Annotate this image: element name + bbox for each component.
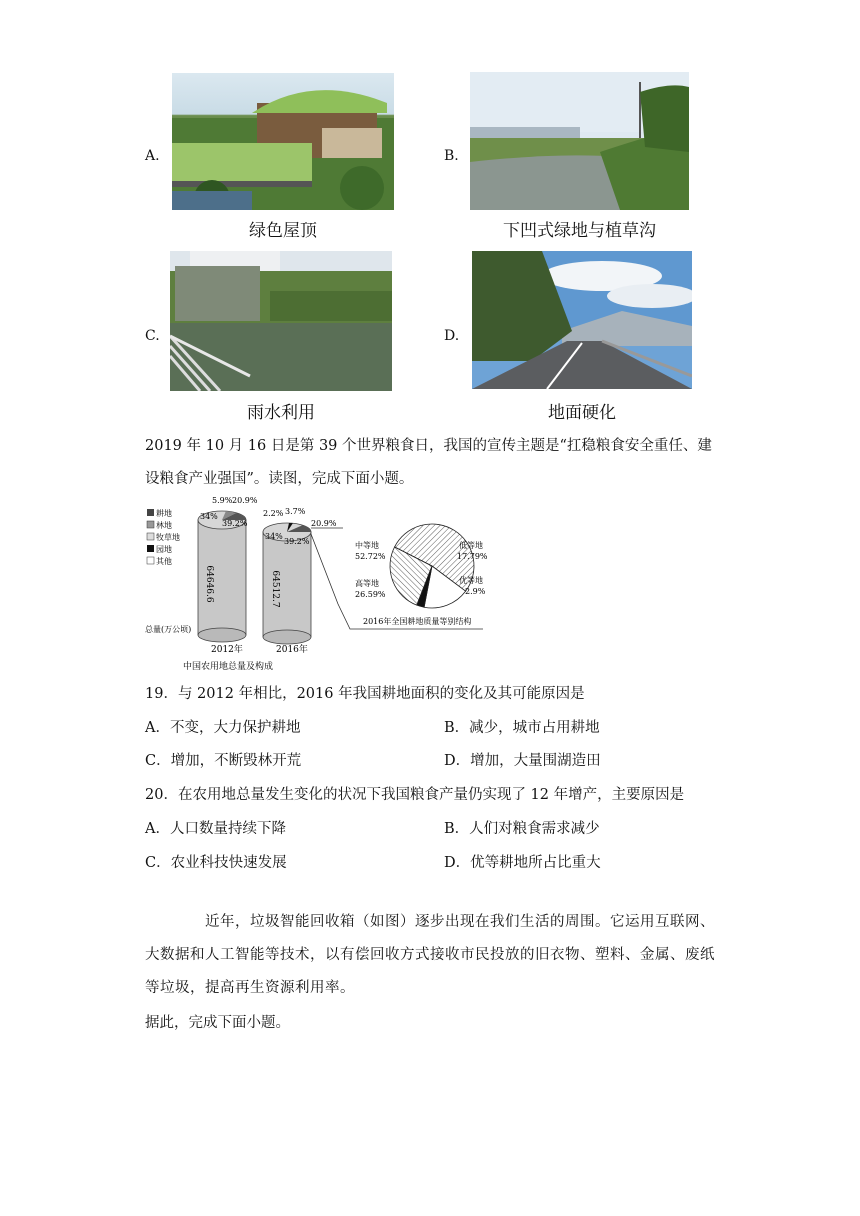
pie-label-medium-value: 52.72% bbox=[355, 552, 386, 561]
legend-swatch-forest bbox=[147, 521, 154, 528]
green-roof-photo bbox=[172, 73, 394, 210]
legend-swatch-other bbox=[147, 557, 154, 564]
figure-legend bbox=[147, 508, 180, 566]
legend-forest: 林地 bbox=[156, 521, 172, 530]
pie-label-high-value: 26.59% bbox=[355, 590, 386, 599]
pie-label-low-name: 低等地 bbox=[459, 541, 483, 550]
pie-label-medium-name: 中等地 bbox=[355, 541, 379, 550]
label-2016-orchard: 2.2% bbox=[263, 509, 284, 518]
q19-option-c[interactable]: C．增加，不断毁林开荒 bbox=[145, 753, 302, 769]
q20-option-b[interactable]: B．人们对粮食需求减少 bbox=[444, 821, 600, 837]
paved-road-photo bbox=[472, 251, 692, 389]
passage-line-1: 近年，垃圾智能回收箱（如图）逐步出现在我们生活的周围。它运用互联网、 bbox=[205, 914, 715, 930]
legend-orchard: 园地 bbox=[156, 545, 172, 554]
question-20-stem: 20．在农用地总量发生变化的状况下我国粮食产量仍实现了 12 年增产，主要原因是 bbox=[145, 787, 685, 803]
intro-line-2: 设粮食产业强国”。读图，完成下面小题。 bbox=[145, 471, 414, 487]
option-d-letter: D. bbox=[444, 328, 460, 344]
label-2016-grass: 34% bbox=[265, 532, 283, 541]
value-2012: 64646.6 bbox=[204, 565, 214, 603]
agricultural-land-figure bbox=[143, 494, 488, 674]
question-19-stem: 19．与 2012 年相比，2016 年我国耕地面积的变化及其可能原因是 bbox=[145, 686, 585, 702]
option-c-letter: C. bbox=[145, 328, 160, 344]
option-a-letter: A. bbox=[145, 148, 160, 164]
q19-option-a[interactable]: A．不变，大力保护耕地 bbox=[145, 720, 301, 736]
label-2016-cropland: 20.9% bbox=[311, 519, 337, 528]
intro-line-1: 2019 年 10 月 16 日是第 39 个世界粮食日，我国的宣传主题是“扛稳粮食安全重任、建 bbox=[145, 438, 712, 454]
q20-option-d[interactable]: D．优等耕地所占比重大 bbox=[444, 855, 601, 871]
label-2016-forest: 39.2% bbox=[284, 537, 310, 546]
option-c-caption: 雨水利用 bbox=[247, 403, 315, 423]
legend-swatch-grassland bbox=[147, 533, 154, 540]
legend-other: 其他 bbox=[156, 557, 172, 566]
option-d-caption: 地面硬化 bbox=[548, 403, 616, 423]
rainwater-pond-photo bbox=[170, 251, 392, 391]
pie-title: 2016年全国耕地质量等别结构 bbox=[363, 617, 472, 626]
category-2012: 2012年 bbox=[211, 645, 243, 655]
option-a-caption: 绿色屋顶 bbox=[249, 221, 317, 241]
label-2012-orchard: 5.9% bbox=[212, 496, 233, 505]
legend-swatch-cropland bbox=[147, 509, 154, 516]
label-2012-forest-grass: 34% bbox=[200, 512, 218, 521]
pie-label-high-name: 高等地 bbox=[355, 579, 379, 588]
legend-cropland: 耕地 bbox=[156, 509, 172, 518]
option-b-caption: 下凹式绿地与植草沟 bbox=[503, 221, 656, 241]
legend-swatch-orchard bbox=[147, 545, 154, 552]
pie-label-low-value: 17.79% bbox=[457, 552, 488, 561]
sunken-greenland-photo bbox=[470, 72, 689, 210]
label-2012-forest: 39.2% bbox=[222, 519, 248, 528]
passage-line-4: 据此，完成下面小题。 bbox=[145, 1015, 290, 1031]
option-b-letter: B. bbox=[444, 148, 459, 164]
quality-pie bbox=[390, 524, 474, 608]
legend-grassland: 牧草地 bbox=[156, 533, 180, 542]
q20-option-a[interactable]: A．人口数量持续下降 bbox=[145, 821, 286, 837]
q19-option-b[interactable]: B．减少，城市占用耕地 bbox=[444, 720, 600, 736]
value-2016: 64512.7 bbox=[270, 570, 280, 608]
pie-label-excellent-value: 2.9% bbox=[465, 587, 486, 596]
category-2016: 2016年 bbox=[276, 645, 308, 655]
pie-label-excellent-name: 优等地 bbox=[459, 576, 483, 585]
figure-bottom-title: 中国农用地总量及构成 bbox=[183, 662, 274, 672]
label-2016-other: 3.7% bbox=[285, 507, 306, 516]
q19-option-d[interactable]: D．增加，大量围湖造田 bbox=[444, 753, 601, 769]
q20-option-c[interactable]: C．农业科技快速发展 bbox=[145, 855, 287, 871]
label-2012-cropland: 20.9% bbox=[232, 496, 258, 505]
passage-line-2: 大数据和人工智能等技术，以有偿回收方式接收市民投放的旧衣物、塑料、金属、废纸 bbox=[145, 947, 715, 963]
passage-line-3: 等垃圾，提高再生资源利用率。 bbox=[145, 980, 355, 996]
y-axis-label: 总量(万公顷) bbox=[145, 625, 192, 634]
